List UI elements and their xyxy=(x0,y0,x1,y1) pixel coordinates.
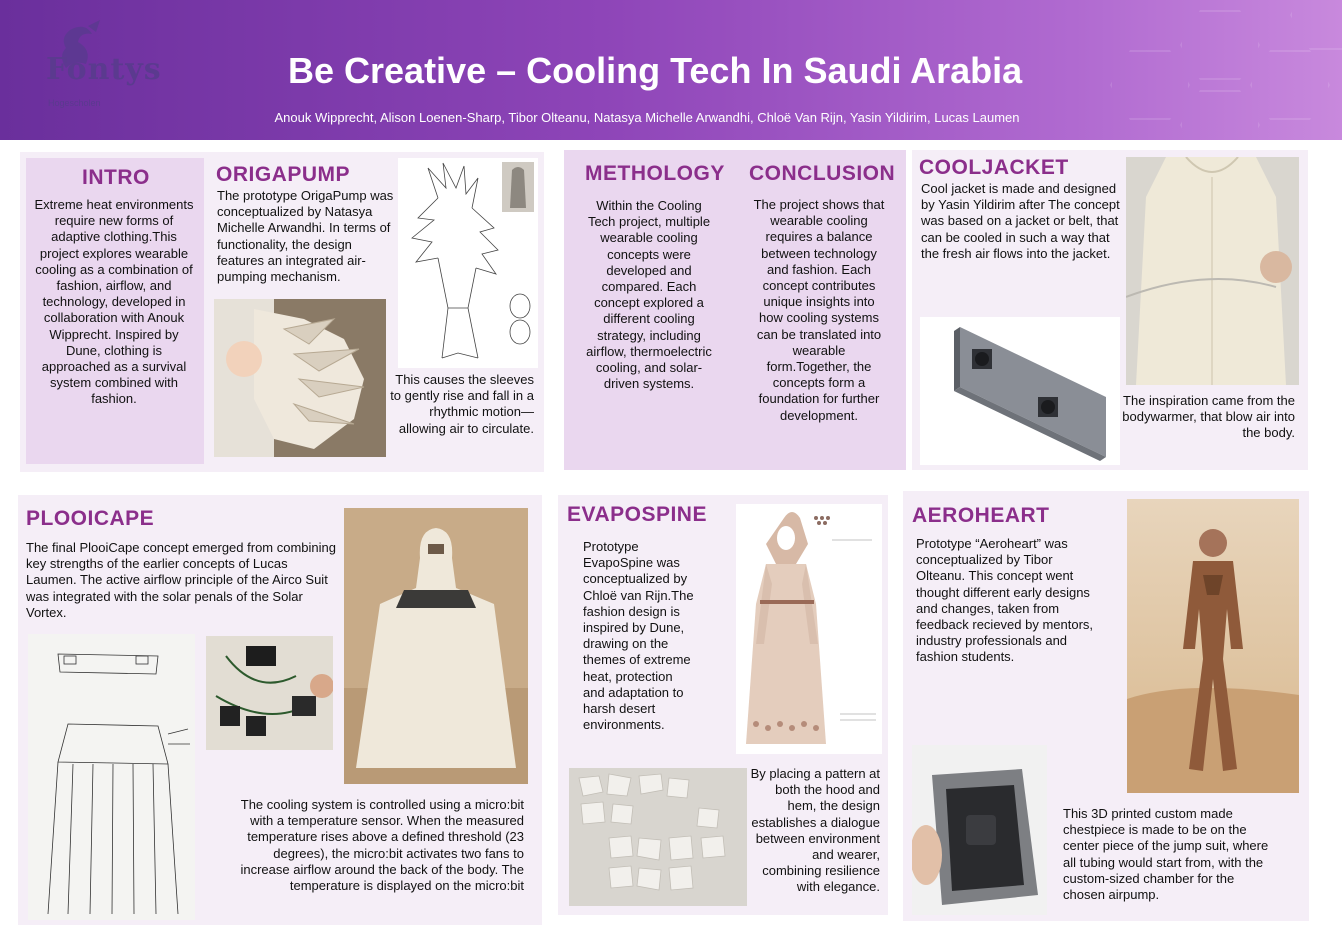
author-names: Anouk Wipprecht, Alison Loenen-Sharp, Tibor Olteanu, Natasya Michelle Arwandhi, Chloë Van Rijn, Yasin Yildirim, Lucas Laumen xyxy=(274,110,1020,125)
panel-methology-conclusion xyxy=(564,150,906,470)
aeroheart-chestpiece-photo xyxy=(912,745,1047,915)
origapump-caption: This causes the sleeves to gently rise and fall in a rhythmic motion—allowing air to circulate. xyxy=(390,372,534,436)
intro-text: Extreme heat environments require new forms of adaptive clothing.This project explores wearable cooling as a combination of fashion, airflow, and technology, developed in collaboration with Anouk Wipprecht. Inspired by Dune, clothing is approached as a survival system combined with fashion. xyxy=(34,197,194,407)
methology-heading: METHOLOGY xyxy=(585,162,725,185)
panel-cooljacket xyxy=(912,150,1308,470)
aeroheart-heading: AEROHEART xyxy=(912,504,1050,527)
hexagon-decoration xyxy=(1290,0,1342,50)
plooicape-text: The final PlooiCape concept emerged from combining key strengths of the earlier concepts of Lucas Laumen. The active airflow principle of the Airco Suit was integrated with the solar penals of the Solar Vortex. xyxy=(26,540,337,620)
panel-intro-origapump xyxy=(20,152,544,472)
plooicape-caption: The cooling system is controlled using a micro:bit with a temperature sensor. When the measured temperature rises above a defined threshold (23 degrees), the micro:bit activates two fans to increase airflow around the back of the body. The temperature is displayed on the micro:bit xyxy=(240,797,524,894)
origapump-photo xyxy=(214,299,386,457)
conclusion-heading: CONCLUSION xyxy=(749,162,896,185)
logo-subtext: Hogescholen xyxy=(48,98,101,108)
conclusion-text: The project shows that wearable cooling requires a balance between technology and fashion. Each concept contributes unique insights into how cooling systems can be translated into wearable form.Together, the concepts form a foundation for further development. xyxy=(753,197,885,423)
aeroheart-photo xyxy=(1127,499,1299,793)
evapospine-text: Prototype EvapoSpine was conceptualized by Chloë van Rijn.The fashion design is inspired by Dune, drawing on the themes of extreme heat, protection and adaptation to harsh desert environments. xyxy=(583,539,694,733)
panel-aeroheart xyxy=(903,491,1309,921)
origapump-text: The prototype OrigaPump was conceptualized by Natasya Michelle Arwandhi. In terms of functionality, the design features an integrated air-pumping mechanism. xyxy=(217,188,394,285)
plooicape-electronics-photo xyxy=(206,636,333,750)
author-list xyxy=(0,110,1294,125)
cooljacket-caption: The inspiration came from the bodywarmer, that blow air into the body. xyxy=(1122,393,1295,441)
aeroheart-text: Prototype “Aeroheart” was conceptualized by Tibor Olteanu. This concept went thought different early designs and changes, taken from feedback recieved by mentors, industry professionals and fashion students. xyxy=(916,536,1094,665)
page-title: Be Creative – Cooling Tech In Saudi Arabia xyxy=(288,50,1023,91)
evapospine-illustration xyxy=(736,504,882,754)
panel-evapospine xyxy=(558,495,888,915)
evapospine-caption: By placing a pattern at both the hood and hem, the design establishes a dialogue between environment and wearer, combining resilience with elegance. xyxy=(750,766,880,895)
cooljacket-text: Cool jacket is made and designed by Yasin Yildirim after The concept was based on a jacket or belt, that can be cooled in such a way that the fresh air flows into the jacket. xyxy=(921,181,1120,261)
cooljacket-heading: COOLJACKET xyxy=(919,156,1069,179)
cooljacket-photo xyxy=(1126,157,1299,385)
evapospine-texture-photo xyxy=(569,768,747,906)
panel-plooicape xyxy=(18,495,542,925)
origapump-sketch-image xyxy=(398,158,538,368)
cooljacket-render-image xyxy=(920,317,1120,465)
plooicape-sketch-image xyxy=(28,634,195,920)
aeroheart-caption: This 3D printed custom made chestpiece is made to be on the center piece of the jump suit, where all tubing would start from, with the custom-sized chamber for the chosen airpump. xyxy=(1063,806,1269,903)
poster-header xyxy=(0,0,1342,140)
logo-wordmark: Fontys xyxy=(46,52,162,87)
hexagon-decoration xyxy=(1180,10,1260,80)
evapospine-heading: EVAPOSPINE xyxy=(567,503,707,526)
intro-heading: INTRO xyxy=(82,166,150,189)
methology-text: Within the Cooling Tech project, multiple wearable cooling concepts were developed and compared. Each concept explored a different cooling strategy, including airflow, thermoelectric cooling, and solar-driven systems. xyxy=(586,198,712,392)
origapump-heading: ORIGAPUMP xyxy=(216,163,351,186)
plooicape-photo xyxy=(344,508,528,784)
plooicape-heading: PLOOICAPE xyxy=(26,507,155,530)
